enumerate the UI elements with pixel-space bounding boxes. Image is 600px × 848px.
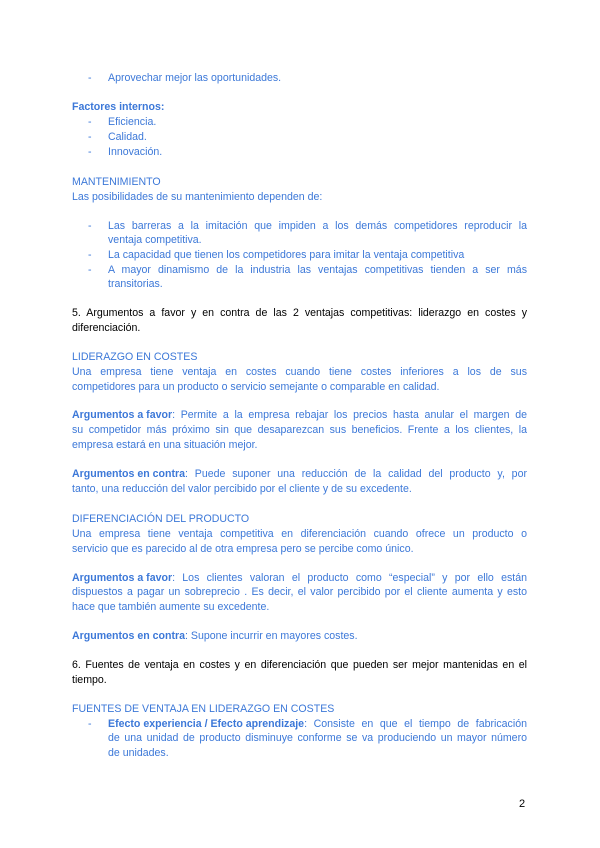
paragraph-text: : Permite a la empresa rebajar los precios hasta anular el margen de [172, 409, 527, 421]
list-item: A mayor dinamismo de la industria las ventajas competitivas tienden a ser más [108, 264, 527, 276]
paragraph-line: Una empresa tiene ventaja competitiva en diferenciación cuando ofrece un producto o [72, 528, 527, 540]
paragraph-line: Una empresa tiene ventaja en costes cuando tiene costes inferiores a los de sus [72, 366, 527, 378]
section-heading: FUENTES DE VENTAJA EN LIDERAZGO EN COSTES [72, 703, 335, 715]
list-item-continuation: de unidades. [108, 747, 169, 759]
list-item: Aprovechar mejor las oportunidades. [108, 72, 282, 84]
bullet-dash: - [88, 131, 92, 143]
paragraph-line: servicio que es parecido al de otra empresa pero se percibe como único. [72, 543, 414, 555]
paragraph-line: empresa estará en una situación mejor. [72, 439, 258, 451]
argument-contra-line [72, 629, 358, 643]
question-heading-continuation: tiempo. [72, 674, 107, 686]
list-item: Innovación. [108, 146, 163, 158]
paragraph-line: su competidor más próximo sin que desaparezcan sus beneficios. Frente a los clientes, la [72, 424, 527, 436]
bullet-dash: - [88, 72, 92, 84]
argument-label: Argumentos a favor [72, 572, 173, 584]
paragraph-line: hace que también aumente su excedente. [72, 601, 270, 613]
paragraph-line: competidores para un producto o servicio semejante o comparable en calidad. [72, 381, 440, 393]
paragraph-text: : Consiste en que el tiempo de fabricación [304, 718, 527, 730]
bullet-dash: - [88, 264, 92, 276]
argument-label: Argumentos a favor [72, 409, 173, 421]
list-item-continuation: de una unidad de producto disminuye conforme se va produciendo un mayor número [108, 732, 527, 744]
argument-favor-line [72, 571, 527, 585]
section-heading: MANTENIMIENTO [72, 176, 161, 188]
bullet-dash: - [88, 146, 92, 158]
question-heading: 5. Argumentos a favor y en contra de las 2 ventajas competitivas: liderazgo en costes y [72, 307, 527, 319]
bullet-dash: - [88, 718, 92, 730]
list-item: La capacidad que tienen los competidores para imitar la ventaja competitiva [108, 249, 465, 261]
bullet-dash: - [88, 220, 92, 232]
paragraph-text: : Los clientes valoran el producto como “especial” y por ello están [172, 572, 527, 584]
section-heading: Factores internos: [72, 101, 165, 113]
list-item: Las barreras a la imitación que impiden a los demás competidores reproducir la [108, 220, 527, 232]
bullet-dash: - [88, 116, 92, 128]
item-label: Efecto experiencia / Efecto aprendizaje [108, 718, 305, 730]
argument-label: Argumentos en contra [72, 468, 186, 480]
list-item-continuation: transitorias. [108, 278, 163, 290]
section-heading: DIFERENCIACIÓN DEL PRODUCTO [72, 513, 250, 525]
question-heading: 6. Fuentes de ventaja en costes y en diferenciación que pueden ser mejor mantenidas en el [72, 659, 527, 671]
list-item-continuation: ventaja competitiva. [108, 234, 202, 246]
paragraph-line: dispuestos a pagar un sobreprecio . Es decir, el valor percibido por el cliente aumenta y esto [72, 586, 527, 598]
paragraph-text: : Supone incurrir en mayores costes. [185, 630, 358, 642]
bullet-dash: - [88, 249, 92, 261]
paragraph-line: Las posibilidades de su mantenimiento dependen de: [72, 191, 323, 203]
argument-label: Argumentos en contra [72, 630, 186, 642]
page-number: 2 [519, 798, 526, 810]
paragraph-text: : Puede suponer una reducción de la calidad del producto y, por [185, 468, 527, 480]
list-item [108, 717, 527, 731]
list-item: Calidad. [108, 131, 147, 143]
argument-contra-line [72, 467, 527, 481]
argument-favor-line [72, 408, 527, 422]
paragraph-line: tanto, una reducción del valor percibido por el cliente y de su excedente. [72, 483, 412, 495]
section-heading: LIDERAZGO EN COSTES [72, 351, 198, 363]
list-item: Eficiencia. [108, 116, 157, 128]
question-heading-continuation: diferenciación. [72, 322, 141, 334]
